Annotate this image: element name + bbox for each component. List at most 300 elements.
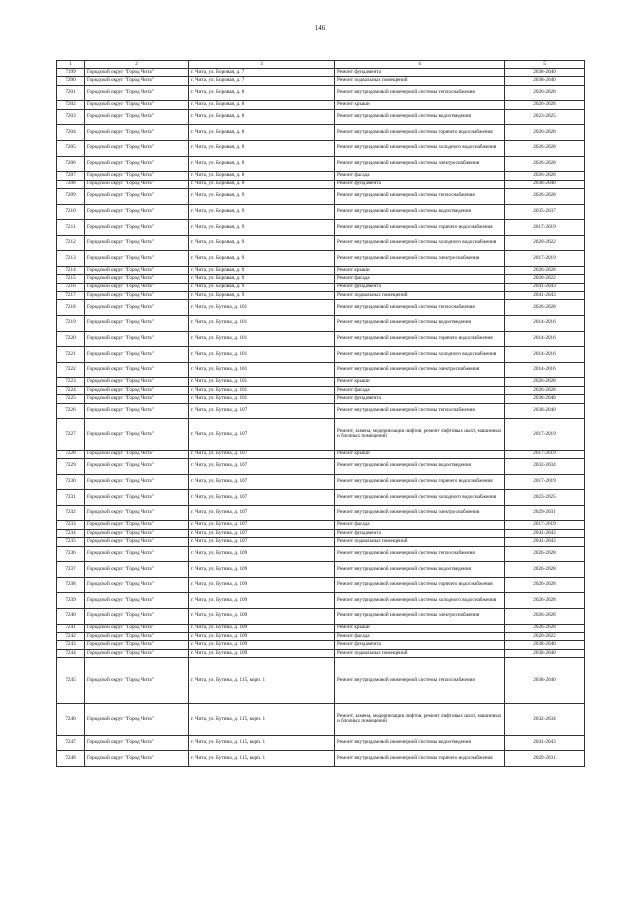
address: г. Чита, ул. Бутина, д. 107 bbox=[189, 403, 335, 419]
work-type: Ремонт внутридомовой инженерной системы холодного водоснабжения bbox=[335, 593, 505, 609]
row-number: 7210 bbox=[57, 204, 85, 220]
table-row bbox=[57, 362, 585, 378]
address: г. Чита, ул. Бутина, д. 109 bbox=[189, 577, 335, 593]
table-row bbox=[57, 188, 585, 204]
municipality: Городской округ "Город Чита" bbox=[85, 125, 189, 141]
row-number: 7240 bbox=[57, 609, 85, 625]
row-number: 7241 bbox=[57, 624, 85, 632]
row-number: 7244 bbox=[57, 649, 85, 657]
row-number: 7223 bbox=[57, 378, 85, 386]
period: 2023-2025 bbox=[505, 109, 585, 125]
address: г. Чита, ул. Бутина, д. 101 bbox=[189, 386, 335, 394]
period: 2026-2028 bbox=[505, 300, 585, 316]
municipality: Городской округ "Город Чита" bbox=[85, 101, 189, 109]
period: 2014-2016 bbox=[505, 362, 585, 378]
municipality: Городской округ "Город Чита" bbox=[85, 77, 189, 85]
municipality: Городской округ "Город Чита" bbox=[85, 172, 189, 180]
table-row bbox=[57, 266, 585, 274]
address: г. Чита, ул. Боровая, д. 9 bbox=[189, 188, 335, 204]
municipality: Городской округ "Город Чита" bbox=[85, 538, 189, 546]
municipality: Городской округ "Город Чита" bbox=[85, 156, 189, 172]
table-row bbox=[57, 283, 585, 291]
row-number: 7199 bbox=[57, 69, 85, 77]
municipality: Городской округ "Город Чита" bbox=[85, 386, 189, 394]
work-type: Ремонт фундамента bbox=[335, 283, 505, 291]
work-type: Ремонт внутридомовой инженерной системы горячего водоснабжения bbox=[335, 125, 505, 141]
address: г. Чита, ул. Бутина, д. 107 bbox=[189, 521, 335, 529]
table-row bbox=[57, 395, 585, 403]
row-number: 7207 bbox=[57, 172, 85, 180]
work-type: Ремонт внутридомовой инженерной системы теплоснабжения bbox=[335, 188, 505, 204]
column-header: 3 bbox=[189, 61, 335, 69]
table-row bbox=[57, 577, 585, 593]
work-type: Ремонт внутридомовой инженерной системы водоотведения bbox=[335, 459, 505, 475]
row-number: 7233 bbox=[57, 521, 85, 529]
work-type: Ремонт крыши bbox=[335, 624, 505, 632]
row-number: 7222 bbox=[57, 362, 85, 378]
period: 2017-2019 bbox=[505, 251, 585, 267]
work-type: Ремонт внутридомовой инженерной системы горячего водоснабжения bbox=[335, 577, 505, 593]
work-type: Ремонт внутридомовой инженерной системы теплоснабжения bbox=[335, 403, 505, 419]
table-row bbox=[57, 109, 585, 125]
period: 2026-2028 bbox=[505, 609, 585, 625]
row-number: 7236 bbox=[57, 546, 85, 562]
table-row bbox=[57, 546, 585, 562]
row-number: 7228 bbox=[57, 450, 85, 458]
row-number: 7224 bbox=[57, 386, 85, 394]
period: 2032-2034 bbox=[505, 459, 585, 475]
address: г. Чита, ул. Бутина, д. 101 bbox=[189, 395, 335, 403]
work-type: Ремонт фундамента bbox=[335, 641, 505, 649]
work-type: Ремонт, замена, модернизация лифтов, ремонт лифтовых шахт, машинных и блочных помещений bbox=[335, 419, 505, 451]
municipality: Городской округ "Город Чита" bbox=[85, 529, 189, 537]
address: г. Чита, ул. Бутина, д. 109 bbox=[189, 624, 335, 632]
address: г. Чита, ул. Бутина, д. 107 bbox=[189, 474, 335, 490]
period: 2017-2019 bbox=[505, 450, 585, 458]
row-number: 7245 bbox=[57, 658, 85, 704]
row-number: 7231 bbox=[57, 490, 85, 506]
row-number: 7220 bbox=[57, 331, 85, 347]
address: г. Чита, ул. Бутина, д. 101 bbox=[189, 316, 335, 332]
municipality: Городской округ "Город Чита" bbox=[85, 378, 189, 386]
work-type: Ремонт внутридомовой инженерной системы горячего водоснабжения bbox=[335, 220, 505, 236]
table-row bbox=[57, 521, 585, 529]
work-type: Ремонт внутридомовой инженерной системы электроснабжения bbox=[335, 505, 505, 521]
work-type: Ремонт фундамента bbox=[335, 395, 505, 403]
table-row bbox=[57, 140, 585, 156]
address: г. Чита, ул. Боровая, д. 9 bbox=[189, 275, 335, 283]
row-number: 7247 bbox=[57, 735, 85, 751]
municipality: Городской округ "Город Чита" bbox=[85, 658, 189, 704]
table-row bbox=[57, 529, 585, 537]
period: 2038-2040 bbox=[505, 403, 585, 419]
row-number: 7248 bbox=[57, 751, 85, 767]
municipality: Городской округ "Город Чита" bbox=[85, 609, 189, 625]
work-type: Ремонт фундамента bbox=[335, 69, 505, 77]
period: 2017-2019 bbox=[505, 419, 585, 451]
address: г. Чита, ул. Боровая, д. 9 bbox=[189, 292, 335, 300]
municipality: Городской округ "Город Чита" bbox=[85, 347, 189, 363]
work-type: Ремонт внутридомовой инженерной системы холодного водоснабжения bbox=[335, 140, 505, 156]
repair-schedule-table bbox=[56, 60, 585, 767]
period: 2026-2028 bbox=[505, 546, 585, 562]
address: г. Чита, ул. Боровая, д. 9 bbox=[189, 266, 335, 274]
row-number: 7242 bbox=[57, 632, 85, 640]
address: г. Чита, ул. Боровая, д. 7 bbox=[189, 77, 335, 85]
row-number: 7215 bbox=[57, 275, 85, 283]
period: 2035-2037 bbox=[505, 204, 585, 220]
table-row bbox=[57, 505, 585, 521]
period: 2041-2043 bbox=[505, 538, 585, 546]
period: 2041-2043 bbox=[505, 283, 585, 291]
address: г. Чита, ул. Бутина, д. 107 bbox=[189, 538, 335, 546]
municipality: Городской округ "Город Чита" bbox=[85, 300, 189, 316]
period: 2041-2043 bbox=[505, 529, 585, 537]
address: г. Чита, ул. Бутина, д. 107 bbox=[189, 459, 335, 475]
municipality: Городской округ "Город Чита" bbox=[85, 331, 189, 347]
period: 2026-2028 bbox=[505, 378, 585, 386]
work-type: Ремонт подвальных помещений bbox=[335, 538, 505, 546]
work-type: Ремонт крыши bbox=[335, 450, 505, 458]
address: г. Чита, ул. Бутина, д. 107 bbox=[189, 450, 335, 458]
address: г. Чита, ул. Бутина, д. 101 bbox=[189, 331, 335, 347]
address: г. Чита, ул. Бутина, д. 101 bbox=[189, 362, 335, 378]
row-number: 7204 bbox=[57, 125, 85, 141]
work-type: Ремонт фундамента bbox=[335, 180, 505, 188]
address: г. Чита, ул. Боровая, д. 8 bbox=[189, 140, 335, 156]
work-type: Ремонт фундамента bbox=[335, 529, 505, 537]
table-row bbox=[57, 180, 585, 188]
work-type: Ремонт внутридомовой инженерной системы теплоснабжения bbox=[335, 658, 505, 704]
municipality: Городской округ "Город Чита" bbox=[85, 490, 189, 506]
work-type: Ремонт внутридомовой инженерной системы электроснабжения bbox=[335, 609, 505, 625]
municipality: Городской округ "Город Чита" bbox=[85, 362, 189, 378]
table-row bbox=[57, 386, 585, 394]
work-type: Ремонт фасада bbox=[335, 172, 505, 180]
address: г. Чита, ул. Боровая, д. 9 bbox=[189, 235, 335, 251]
address: г. Чита, ул. Бутина, д. 107 bbox=[189, 419, 335, 451]
table-row bbox=[57, 632, 585, 640]
municipality: Городской округ "Город Чита" bbox=[85, 505, 189, 521]
work-type: Ремонт крыши bbox=[335, 101, 505, 109]
row-number: 7226 bbox=[57, 403, 85, 419]
period: 2041-2043 bbox=[505, 292, 585, 300]
address: г. Чита, ул. Боровая, д. 8 bbox=[189, 172, 335, 180]
municipality: Городской округ "Город Чита" bbox=[85, 395, 189, 403]
address: г. Чита, ул. Боровая, д. 8 bbox=[189, 101, 335, 109]
work-type: Ремонт внутридомовой инженерной системы горячего водоснабжения bbox=[335, 331, 505, 347]
period: 2017-2019 bbox=[505, 521, 585, 529]
address: г. Чита, ул. Бутина, д. 115, корп. 1 bbox=[189, 704, 335, 736]
period: 2026-2028 bbox=[505, 593, 585, 609]
municipality: Городской округ "Город Чита" bbox=[85, 292, 189, 300]
municipality: Городской округ "Город Чита" bbox=[85, 459, 189, 475]
row-number: 7239 bbox=[57, 593, 85, 609]
address: г. Чита, ул. Бутина, д. 107 bbox=[189, 505, 335, 521]
municipality: Городской округ "Город Чита" bbox=[85, 649, 189, 657]
period: 2026-2028 bbox=[505, 624, 585, 632]
work-type: Ремонт подвальных помещений bbox=[335, 292, 505, 300]
period: 2038-2040 bbox=[505, 658, 585, 704]
municipality: Городской округ "Город Чита" bbox=[85, 251, 189, 267]
row-number: 7209 bbox=[57, 188, 85, 204]
row-number: 7203 bbox=[57, 109, 85, 125]
table-row bbox=[57, 378, 585, 386]
work-type: Ремонт подвальных помещений bbox=[335, 649, 505, 657]
period: 2020-2022 bbox=[505, 235, 585, 251]
table-row bbox=[57, 347, 585, 363]
address: г. Чита, ул. Боровая, д. 8 bbox=[189, 85, 335, 101]
table-row bbox=[57, 704, 585, 736]
work-type: Ремонт внутридомовой инженерной системы горячего водоснабжения bbox=[335, 474, 505, 490]
work-type: Ремонт внутридомовой инженерной системы электроснабжения bbox=[335, 156, 505, 172]
row-number: 7217 bbox=[57, 292, 85, 300]
address: г. Чита, ул. Бутина, д. 115, корп. 1 bbox=[189, 735, 335, 751]
row-number: 7219 bbox=[57, 316, 85, 332]
work-type: Ремонт внутридомовой инженерной системы холодного водоснабжения bbox=[335, 490, 505, 506]
address: г. Чита, ул. Бутина, д. 109 bbox=[189, 632, 335, 640]
row-number: 7221 bbox=[57, 347, 85, 363]
row-number: 7230 bbox=[57, 474, 85, 490]
work-type: Ремонт внутридомовой инженерной системы электроснабжения bbox=[335, 362, 505, 378]
work-type: Ремонт внутридомовой инженерной системы электроснабжения bbox=[335, 251, 505, 267]
row-number: 7216 bbox=[57, 283, 85, 291]
municipality: Городской округ "Город Чита" bbox=[85, 275, 189, 283]
column-header: 1 bbox=[57, 61, 85, 69]
table-header-row bbox=[57, 61, 585, 69]
row-number: 7205 bbox=[57, 140, 85, 156]
row-number: 7235 bbox=[57, 538, 85, 546]
row-number: 7208 bbox=[57, 180, 85, 188]
work-type: Ремонт внутридомовой инженерной системы теплоснабжения bbox=[335, 85, 505, 101]
row-number: 7206 bbox=[57, 156, 85, 172]
row-number: 7211 bbox=[57, 220, 85, 236]
period: 2026-2028 bbox=[505, 562, 585, 578]
work-type: Ремонт внутридомовой инженерной системы водоотведения bbox=[335, 316, 505, 332]
period: 2026-2028 bbox=[505, 85, 585, 101]
table-row bbox=[57, 235, 585, 251]
address: г. Чита, ул. Боровая, д. 9 bbox=[189, 220, 335, 236]
municipality: Городской округ "Город Чита" bbox=[85, 450, 189, 458]
address: г. Чита, ул. Боровая, д. 9 bbox=[189, 283, 335, 291]
row-number: 7200 bbox=[57, 77, 85, 85]
municipality: Городской округ "Город Чита" bbox=[85, 474, 189, 490]
municipality: Городской округ "Город Чита" bbox=[85, 316, 189, 332]
row-number: 7225 bbox=[57, 395, 85, 403]
address: г. Чита, ул. Боровая, д. 8 bbox=[189, 125, 335, 141]
table-row bbox=[57, 419, 585, 451]
table-row bbox=[57, 751, 585, 767]
municipality: Городской округ "Город Чита" bbox=[85, 577, 189, 593]
address: г. Чита, ул. Боровая, д. 9 bbox=[189, 204, 335, 220]
address: г. Чита, ул. Бутина, д. 109 bbox=[189, 641, 335, 649]
period: 2020-2022 bbox=[505, 632, 585, 640]
municipality: Городской округ "Город Чита" bbox=[85, 85, 189, 101]
row-number: 7243 bbox=[57, 641, 85, 649]
period: 2026-2028 bbox=[505, 156, 585, 172]
row-number: 7218 bbox=[57, 300, 85, 316]
municipality: Городской округ "Город Чита" bbox=[85, 188, 189, 204]
address: г. Чита, ул. Боровая, д. 9 bbox=[189, 251, 335, 267]
table-row bbox=[57, 624, 585, 632]
work-type: Ремонт внутридомовой инженерной системы водоотведения bbox=[335, 735, 505, 751]
municipality: Городской округ "Город Чита" bbox=[85, 180, 189, 188]
period: 2026-2028 bbox=[505, 386, 585, 394]
municipality: Городской округ "Город Чита" bbox=[85, 735, 189, 751]
table-row bbox=[57, 641, 585, 649]
municipality: Городской округ "Город Чита" bbox=[85, 403, 189, 419]
municipality: Городской округ "Город Чита" bbox=[85, 266, 189, 274]
work-type: Ремонт внутридомовой инженерной системы водоотведения bbox=[335, 204, 505, 220]
work-type: Ремонт внутридомовой инженерной системы холодного водоснабжения bbox=[335, 347, 505, 363]
column-header: 2 bbox=[85, 61, 189, 69]
table-row bbox=[57, 77, 585, 85]
address: г. Чита, ул. Бутина, д. 101 bbox=[189, 347, 335, 363]
municipality: Городской округ "Город Чита" bbox=[85, 751, 189, 767]
period: 2038-2040 bbox=[505, 180, 585, 188]
municipality: Городской округ "Город Чита" bbox=[85, 419, 189, 451]
municipality: Городской округ "Город Чита" bbox=[85, 521, 189, 529]
municipality: Городской округ "Город Чита" bbox=[85, 704, 189, 736]
work-type: Ремонт фасада bbox=[335, 632, 505, 640]
period: 2038-2040 bbox=[505, 641, 585, 649]
table-row bbox=[57, 538, 585, 546]
municipality: Городской округ "Город Чита" bbox=[85, 69, 189, 77]
municipality: Городской округ "Город Чита" bbox=[85, 546, 189, 562]
row-number: 7232 bbox=[57, 505, 85, 521]
work-type: Ремонт внутридомовой инженерной системы водоотведения bbox=[335, 562, 505, 578]
address: г. Чита, ул. Боровая, д. 8 bbox=[189, 109, 335, 125]
period: 2032-2034 bbox=[505, 704, 585, 736]
table-row bbox=[57, 275, 585, 283]
period: 2038-2040 bbox=[505, 395, 585, 403]
period: 2026-2028 bbox=[505, 577, 585, 593]
row-number: 7234 bbox=[57, 529, 85, 537]
work-type: Ремонт подвальных помещений bbox=[335, 77, 505, 85]
row-number: 7227 bbox=[57, 419, 85, 451]
work-type: Ремонт, замена, модернизация лифтов, ремонт лифтовых шахт, машинных и блочных помещений bbox=[335, 704, 505, 736]
table-row bbox=[57, 85, 585, 101]
period: 2017-2019 bbox=[505, 474, 585, 490]
table-row bbox=[57, 593, 585, 609]
address: г. Чита, ул. Бутина, д. 101 bbox=[189, 378, 335, 386]
address: г. Чита, ул. Боровая, д. 8 bbox=[189, 156, 335, 172]
work-type: Ремонт крыши bbox=[335, 266, 505, 274]
period: 2026-2028 bbox=[505, 125, 585, 141]
table-row bbox=[57, 251, 585, 267]
table-row bbox=[57, 220, 585, 236]
period: 2029-2031 bbox=[505, 505, 585, 521]
row-number: 7213 bbox=[57, 251, 85, 267]
municipality: Городской округ "Город Чита" bbox=[85, 641, 189, 649]
municipality: Городской округ "Город Чита" bbox=[85, 140, 189, 156]
municipality: Городской округ "Город Чита" bbox=[85, 235, 189, 251]
table-row bbox=[57, 649, 585, 657]
column-header: 4 bbox=[335, 61, 505, 69]
work-type: Ремонт внутридомовой инженерной системы горячего водоснабжения bbox=[335, 751, 505, 767]
table-row bbox=[57, 562, 585, 578]
address: г. Чита, ул. Бутина, д. 109 bbox=[189, 649, 335, 657]
address: г. Чита, ул. Боровая, д. 7 bbox=[189, 69, 335, 77]
period: 2023-2025 bbox=[505, 490, 585, 506]
period: 2026-2028 bbox=[505, 266, 585, 274]
address: г. Чита, ул. Бутина, д. 115, корп. 1 bbox=[189, 751, 335, 767]
work-type: Ремонт фасада bbox=[335, 386, 505, 394]
row-number: 7229 bbox=[57, 459, 85, 475]
work-type: Ремонт крыши bbox=[335, 378, 505, 386]
work-type: Ремонт фасада bbox=[335, 521, 505, 529]
table-row bbox=[57, 69, 585, 77]
work-type: Ремонт фасада bbox=[335, 275, 505, 283]
period: 2038-2040 bbox=[505, 69, 585, 77]
address: г. Чита, ул. Бутина, д. 109 bbox=[189, 562, 335, 578]
table-row bbox=[57, 101, 585, 109]
table-row bbox=[57, 292, 585, 300]
row-number: 7212 bbox=[57, 235, 85, 251]
municipality: Городской округ "Город Чита" bbox=[85, 632, 189, 640]
table-row bbox=[57, 735, 585, 751]
table-row bbox=[57, 300, 585, 316]
page-number: 146 bbox=[314, 24, 326, 32]
table-row bbox=[57, 316, 585, 332]
period: 2041-2043 bbox=[505, 735, 585, 751]
period: 2026-2028 bbox=[505, 172, 585, 180]
row-number: 7246 bbox=[57, 704, 85, 736]
row-number: 7214 bbox=[57, 266, 85, 274]
period: 2014-2016 bbox=[505, 347, 585, 363]
municipality: Городской округ "Город Чита" bbox=[85, 204, 189, 220]
column-header: 5 bbox=[505, 61, 585, 69]
period: 2038-2040 bbox=[505, 77, 585, 85]
work-type: Ремонт внутридомовой инженерной системы холодного водоснабжения bbox=[335, 235, 505, 251]
table-row bbox=[57, 125, 585, 141]
table-row bbox=[57, 474, 585, 490]
address: г. Чита, ул. Бутина, д. 107 bbox=[189, 490, 335, 506]
address: г. Чита, ул. Бутина, д. 109 bbox=[189, 593, 335, 609]
address: г. Чита, ул. Бутина, д. 101 bbox=[189, 300, 335, 316]
address: г. Чита, ул. Бутина, д. 109 bbox=[189, 546, 335, 562]
table-row bbox=[57, 658, 585, 704]
municipality: Городской округ "Город Чита" bbox=[85, 283, 189, 291]
table-row bbox=[57, 156, 585, 172]
period: 2020-2022 bbox=[505, 275, 585, 283]
row-number: 7201 bbox=[57, 85, 85, 101]
address: г. Чита, ул. Бутина, д. 107 bbox=[189, 529, 335, 537]
work-type: Ремонт внутридомовой инженерной системы теплоснабжения bbox=[335, 546, 505, 562]
period: 2029-2031 bbox=[505, 751, 585, 767]
address: г. Чита, ул. Бутина, д. 115, корп. 1 bbox=[189, 658, 335, 704]
period: 2017-2019 bbox=[505, 220, 585, 236]
address: г. Чита, ул. Бутина, д. 109 bbox=[189, 609, 335, 625]
work-type: Ремонт внутридомовой инженерной системы водоотведения bbox=[335, 109, 505, 125]
period: 2014-2016 bbox=[505, 331, 585, 347]
address: г. Чита, ул. Боровая, д. 8 bbox=[189, 180, 335, 188]
table-row bbox=[57, 331, 585, 347]
work-type: Ремонт внутридомовой инженерной системы теплоснабжения bbox=[335, 300, 505, 316]
period: 2014-2016 bbox=[505, 316, 585, 332]
period: 2026-2028 bbox=[505, 188, 585, 204]
row-number: 7238 bbox=[57, 577, 85, 593]
municipality: Городской округ "Город Чита" bbox=[85, 220, 189, 236]
period: 2038-2040 bbox=[505, 649, 585, 657]
period: 2026-2028 bbox=[505, 140, 585, 156]
table-row bbox=[57, 450, 585, 458]
table-row bbox=[57, 490, 585, 506]
municipality: Городской округ "Город Чита" bbox=[85, 109, 189, 125]
table-row bbox=[57, 609, 585, 625]
municipality: Городской округ "Город Чита" bbox=[85, 624, 189, 632]
municipality: Городской округ "Город Чита" bbox=[85, 562, 189, 578]
